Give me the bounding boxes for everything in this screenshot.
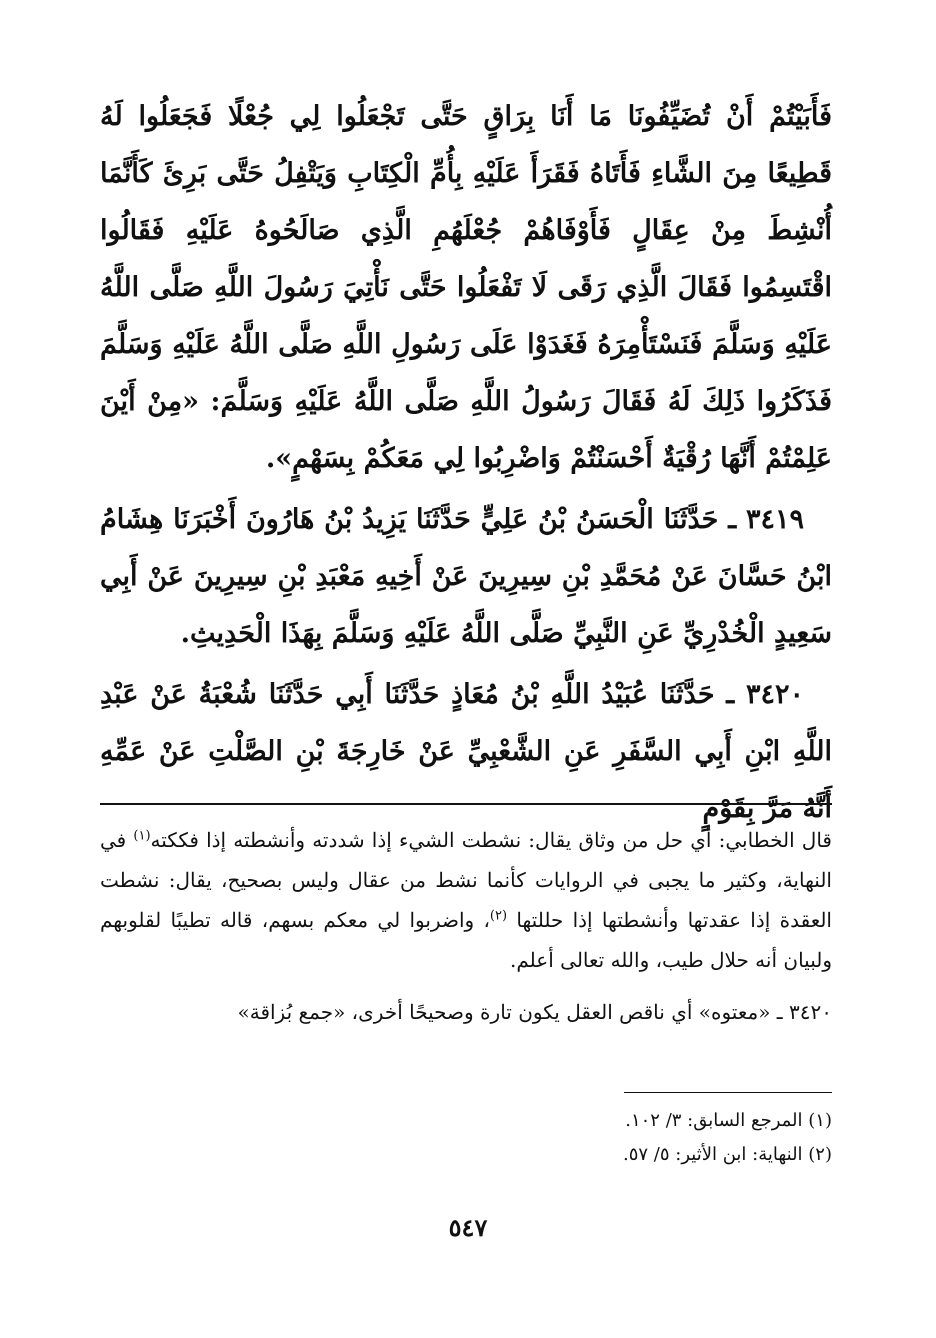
footnote-divider [624,1092,832,1093]
commentary-note-2: ٣٤٢٠ ـ «معتوه» أي ناقص العقل يكون تارة وصحيحًا أخرى، «جمع بُزاقة» [237,1000,832,1024]
commentary [100,820,832,1032]
page-number: ٥٤٧ [448,1213,488,1242]
commentary-text: في النهاية، وكثير ما يجبى في الروايات كأنما نشط من عقال وليس بصحيح، يقال: نشطت العقدة إذا عقدتها وأنشطتها إذا حللتها [100,828,832,932]
footnote-2: (٢) النهاية: ابن الأثير: ٥/ ٥٧. [623,1144,832,1165]
hadith-3419: ٣٤١٩ ـ حَدَّثَنَا الْحَسَنُ بْنُ عَلِيٍّ حَدَّثَنَا يَزِيدُ بْنُ هَارُونَ أَخْبَرَنَا هِشَامُ ابْنُ حَسَّانَ عَنْ مُحَمَّدِ بْنِ سِيرِينَ عَنْ أَخِيهِ مَعْبَدِ بْنِ سِيرِينَ عَنْ أَبِي سَعِيدٍ الْخُدْرِيِّ عَنِ النَّبِيِّ صَلَّى اللَّهُ عَلَيْهِ وَسَلَّمَ بِهَذَا الْحَدِيثِ. [100,504,832,649]
commentary-note-1 [100,820,832,980]
footnote-ref-2[interactable]: (٢) [489,908,508,924]
footnote-ref-1[interactable]: (١) [133,828,151,844]
main-divider [100,803,832,805]
commentary-text: ، واضربوا لي معكم بسهم، قاله تطيبًا لقلوبهم ولبيان أنه حلال طيب، والله تعالى أعلم. [100,908,832,972]
hadith-text [100,88,832,837]
commentary-text: قال الخطابي: أي حل من وثاق يقال: نشطت الشيء إذا شددته وأنشطته إذا فككته [150,828,832,852]
hadith-paragraph-continued: فَأَبَيْتُمْ أَنْ تُضَيِّفُونَا مَا أَنَا بِرَاقٍ حَتَّى تَجْعَلُوا لِي جُعْلًا فَجَعَلُوا لَهُ قَطِيعًا مِنَ الشَّاءِ فَأَتَاهُ فَقَرَأَ عَلَيْهِ بِأُمِّ الْكِتَابِ وَيَتْفِلُ حَتَّى بَرِئَ كَأَنَّمَا أُنْشِطَ مِنْ عِقَالٍ فَأَوْفَاهُمْ جُعْلَهُمِ الَّذِي صَالَحُوهُ عَلَيْهِ فَقَالُوا اقْتَسِمُوا فَقَالَ الَّذِي رَقَى لَا تَفْعَلُوا حَتَّى نَأْتِيَ رَسُولَ اللَّهِ صَلَّى اللَّهُ عَلَيْهِ وَسَلَّمَ فَنَسْتَأْمِرَهُ فَغَدَوْا عَلَى رَسُولِ اللَّهِ صَلَّى اللَّهُ عَلَيْهِ وَسَلَّمَ فَذَكَرُوا ذَلِكَ لَهُ فَقَالَ رَسُولُ اللَّهِ صَلَّى اللَّهُ عَلَيْهِ وَسَلَّمَ: «مِنْ أَيْنَ عَلِمْتُمْ أَنَّهَا رُقْيَةٌ أَحْسَنْتُمْ وَاضْرِبُوا لِي مَعَكُمْ بِسَهْمٍ». [100,101,832,474]
hadith-3420: ٣٤٢٠ ـ حَدَّثَنَا عُبَيْدُ اللَّهِ بْنُ مُعَاذٍ حَدَّثَنَا أَبِي حَدَّثَنَا شُعْبَةُ عَنْ عَبْدِ اللَّهِ ابْنِ أَبِي السَّفَرِ عَنِ الشَّعْبِيِّ عَنْ خَارِجَةَ بْنِ الصَّلْتِ عَنْ عَمِّهِ أَنَّهُ مَرَّ بِقَوْمٍ [100,679,832,824]
footnote-1: (١) المرجع السابق: ٣/ ١٠٢. [625,1110,832,1131]
footnotes [100,1104,832,1172]
